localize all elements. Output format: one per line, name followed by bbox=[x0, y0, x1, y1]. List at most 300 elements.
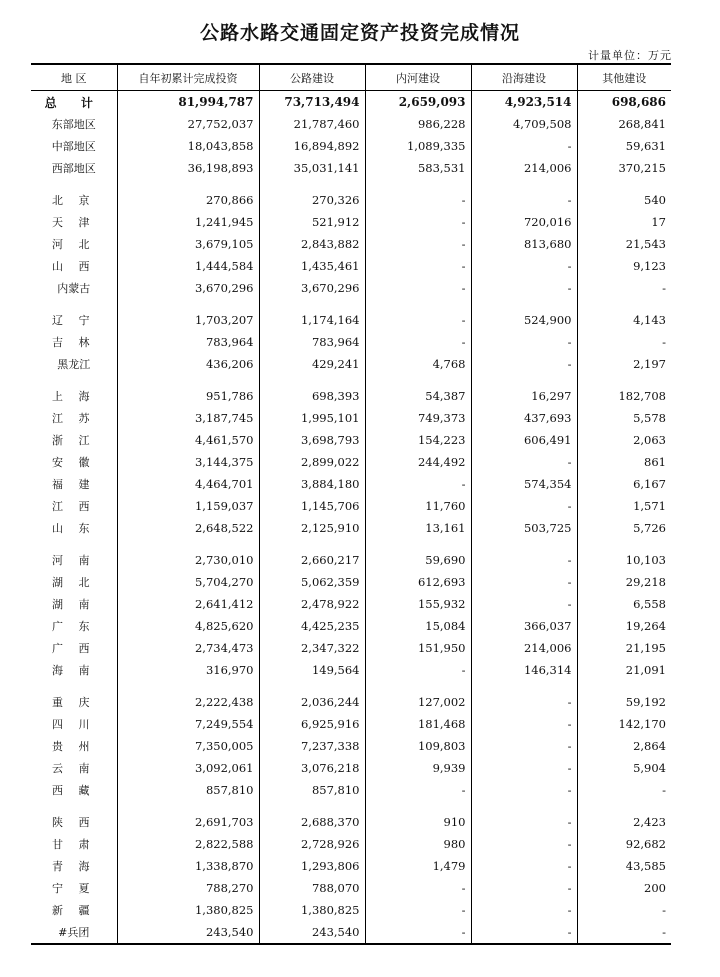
region-name: 江 苏 bbox=[52, 412, 96, 425]
value-other: 2,197 bbox=[577, 353, 671, 375]
value-inland: 2,659,093 bbox=[365, 91, 471, 114]
value-highway: 1,380,825 bbox=[259, 899, 365, 921]
region-name: 黑龙江 bbox=[57, 358, 91, 371]
value-other: 59,192 bbox=[577, 691, 671, 713]
value-other: 2,423 bbox=[577, 811, 671, 833]
table-row bbox=[31, 331, 671, 353]
value-highway: 788,070 bbox=[259, 877, 365, 899]
table-row bbox=[31, 135, 671, 157]
spacer-cell bbox=[259, 539, 365, 549]
region-name: 湖 南 bbox=[52, 598, 96, 611]
spacer-cell bbox=[365, 801, 471, 811]
value-coastal: 720,016 bbox=[471, 211, 577, 233]
table-row bbox=[31, 277, 671, 299]
region-name: 重 庆 bbox=[52, 696, 96, 709]
region-name: 海 南 bbox=[52, 664, 96, 677]
value-total: 5,704,270 bbox=[117, 571, 259, 593]
table-row bbox=[31, 113, 671, 135]
table-row bbox=[31, 407, 671, 429]
value-total: 36,198,893 bbox=[117, 157, 259, 179]
spacer-cell bbox=[471, 179, 577, 189]
header-highway: 公路建设 bbox=[259, 64, 365, 91]
group-spacer bbox=[31, 299, 671, 309]
table-row bbox=[31, 811, 671, 833]
region-name: 安 徽 bbox=[52, 456, 96, 469]
value-inland: 749,373 bbox=[365, 407, 471, 429]
group-spacer bbox=[31, 681, 671, 691]
value-coastal: 214,006 bbox=[471, 157, 577, 179]
table-row bbox=[31, 735, 671, 757]
region-name: 宁 夏 bbox=[52, 882, 96, 895]
value-inland: 1,479 bbox=[365, 855, 471, 877]
header-other: 其他建设 bbox=[577, 64, 671, 91]
value-total: 243,540 bbox=[117, 921, 259, 944]
value-highway: 521,912 bbox=[259, 211, 365, 233]
value-coastal: 366,037 bbox=[471, 615, 577, 637]
value-other: 142,170 bbox=[577, 713, 671, 735]
value-total: 2,641,412 bbox=[117, 593, 259, 615]
value-coastal: - bbox=[471, 135, 577, 157]
value-highway: 3,670,296 bbox=[259, 277, 365, 299]
value-total: 1,703,207 bbox=[117, 309, 259, 331]
value-highway: 6,925,916 bbox=[259, 713, 365, 735]
investment-table bbox=[31, 63, 671, 945]
value-coastal: - bbox=[471, 855, 577, 877]
value-total: 788,270 bbox=[117, 877, 259, 899]
region-name: 内蒙古 bbox=[57, 282, 91, 295]
value-other: 5,726 bbox=[577, 517, 671, 539]
region-name: 甘 肃 bbox=[52, 838, 96, 851]
header-region: 地 区 bbox=[31, 64, 117, 91]
value-coastal: - bbox=[471, 549, 577, 571]
value-total: 3,092,061 bbox=[117, 757, 259, 779]
group-spacer bbox=[31, 375, 671, 385]
spacer-cell bbox=[577, 375, 671, 385]
region-name: 山 东 bbox=[52, 522, 96, 535]
header-coastal: 沿海建设 bbox=[471, 64, 577, 91]
value-highway: 1,995,101 bbox=[259, 407, 365, 429]
value-inland: 9,939 bbox=[365, 757, 471, 779]
spacer-cell bbox=[31, 375, 117, 385]
region-name: 新 疆 bbox=[52, 904, 96, 917]
table-row bbox=[31, 385, 671, 407]
value-other: 861 bbox=[577, 451, 671, 473]
table-row bbox=[31, 233, 671, 255]
value-coastal: 606,491 bbox=[471, 429, 577, 451]
table-row bbox=[31, 855, 671, 877]
value-coastal: 524,900 bbox=[471, 309, 577, 331]
value-inland: - bbox=[365, 921, 471, 944]
page-title: 公路水路交通固定资产投资完成情况 bbox=[199, 22, 520, 44]
spacer-cell bbox=[365, 681, 471, 691]
spacer-cell bbox=[577, 179, 671, 189]
table-row bbox=[31, 779, 671, 801]
value-other: 2,864 bbox=[577, 735, 671, 757]
value-coastal: - bbox=[471, 691, 577, 713]
value-coastal: - bbox=[471, 833, 577, 855]
table-row bbox=[31, 921, 671, 944]
value-coastal: - bbox=[471, 921, 577, 944]
value-highway: 16,894,892 bbox=[259, 135, 365, 157]
spacer-cell bbox=[577, 801, 671, 811]
table-row bbox=[31, 549, 671, 571]
region-name: 辽 宁 bbox=[52, 314, 96, 327]
table-row bbox=[31, 309, 671, 331]
value-other: 6,167 bbox=[577, 473, 671, 495]
region-name: 山 西 bbox=[52, 260, 96, 273]
value-total: 2,734,473 bbox=[117, 637, 259, 659]
header-total-investment: 自年初累计完成投资 bbox=[117, 64, 259, 91]
value-total: 4,461,570 bbox=[117, 429, 259, 451]
table-row bbox=[31, 451, 671, 473]
value-inland: 151,950 bbox=[365, 637, 471, 659]
spacer-cell bbox=[259, 681, 365, 691]
value-inland: 612,693 bbox=[365, 571, 471, 593]
value-coastal: - bbox=[471, 713, 577, 735]
value-total: 3,187,745 bbox=[117, 407, 259, 429]
spacer-cell bbox=[117, 539, 259, 549]
value-highway: 270,326 bbox=[259, 189, 365, 211]
region-name: 湖 北 bbox=[52, 576, 96, 589]
table-row bbox=[31, 495, 671, 517]
value-other: 182,708 bbox=[577, 385, 671, 407]
value-highway: 2,843,882 bbox=[259, 233, 365, 255]
spacer-cell bbox=[259, 375, 365, 385]
region-name: 陕 西 bbox=[52, 816, 96, 829]
value-total: 1,338,870 bbox=[117, 855, 259, 877]
value-other: - bbox=[577, 779, 671, 801]
value-inland: - bbox=[365, 277, 471, 299]
value-inland: - bbox=[365, 189, 471, 211]
spacer-cell bbox=[471, 801, 577, 811]
value-highway: 1,435,461 bbox=[259, 255, 365, 277]
value-inland: 986,228 bbox=[365, 113, 471, 135]
spacer-cell bbox=[117, 299, 259, 309]
spacer-cell bbox=[31, 539, 117, 549]
value-other: 43,585 bbox=[577, 855, 671, 877]
value-total: 2,222,438 bbox=[117, 691, 259, 713]
value-coastal: 4,923,514 bbox=[471, 91, 577, 114]
value-total: 2,822,588 bbox=[117, 833, 259, 855]
value-total: 7,350,005 bbox=[117, 735, 259, 757]
value-other: 10,103 bbox=[577, 549, 671, 571]
value-coastal: 214,006 bbox=[471, 637, 577, 659]
value-inland: - bbox=[365, 233, 471, 255]
value-total: 1,380,825 bbox=[117, 899, 259, 921]
value-other: 9,123 bbox=[577, 255, 671, 277]
value-highway: 2,728,926 bbox=[259, 833, 365, 855]
value-highway: 21,787,460 bbox=[259, 113, 365, 135]
spacer-cell bbox=[31, 681, 117, 691]
value-coastal: - bbox=[471, 189, 577, 211]
region-name: #兵团 bbox=[31, 921, 117, 944]
value-highway: 1,293,806 bbox=[259, 855, 365, 877]
value-total: 3,670,296 bbox=[117, 277, 259, 299]
value-inland: - bbox=[365, 779, 471, 801]
value-coastal: 4,709,508 bbox=[471, 113, 577, 135]
region-name: 吉 林 bbox=[52, 336, 96, 349]
value-inland: 1,089,335 bbox=[365, 135, 471, 157]
table-row bbox=[31, 691, 671, 713]
value-other: 2,063 bbox=[577, 429, 671, 451]
value-other: 19,264 bbox=[577, 615, 671, 637]
value-coastal: - bbox=[471, 757, 577, 779]
table-row bbox=[31, 255, 671, 277]
value-other: 4,143 bbox=[577, 309, 671, 331]
table-row bbox=[31, 757, 671, 779]
spacer-cell bbox=[117, 375, 259, 385]
value-coastal: - bbox=[471, 779, 577, 801]
value-highway: 7,237,338 bbox=[259, 735, 365, 757]
spacer-cell bbox=[117, 179, 259, 189]
region-name: 东部地区 bbox=[51, 118, 96, 131]
value-coastal: 437,693 bbox=[471, 407, 577, 429]
region-name: 中部地区 bbox=[51, 140, 96, 153]
table-row bbox=[31, 571, 671, 593]
table-row bbox=[31, 473, 671, 495]
value-inland: 583,531 bbox=[365, 157, 471, 179]
value-total: 436,206 bbox=[117, 353, 259, 375]
table-row bbox=[31, 713, 671, 735]
value-total: 1,444,584 bbox=[117, 255, 259, 277]
value-coastal: - bbox=[471, 331, 577, 353]
table-row bbox=[31, 899, 671, 921]
spacer-cell bbox=[117, 681, 259, 691]
value-highway: 3,698,793 bbox=[259, 429, 365, 451]
group-spacer bbox=[31, 539, 671, 549]
value-highway: 429,241 bbox=[259, 353, 365, 375]
value-highway: 2,125,910 bbox=[259, 517, 365, 539]
value-inland: 181,468 bbox=[365, 713, 471, 735]
region-name: 贵 州 bbox=[52, 740, 96, 753]
value-highway: 1,174,164 bbox=[259, 309, 365, 331]
table-body bbox=[31, 91, 671, 945]
value-coastal: - bbox=[471, 353, 577, 375]
value-total: 4,464,701 bbox=[117, 473, 259, 495]
spacer-cell bbox=[365, 299, 471, 309]
table-row bbox=[31, 429, 671, 451]
value-coastal: - bbox=[471, 735, 577, 757]
value-inland: 910 bbox=[365, 811, 471, 833]
region-name: 浙 江 bbox=[52, 434, 96, 447]
value-coastal: - bbox=[471, 277, 577, 299]
value-coastal: - bbox=[471, 255, 577, 277]
spacer-cell bbox=[577, 299, 671, 309]
value-total: 783,964 bbox=[117, 331, 259, 353]
value-highway: 3,884,180 bbox=[259, 473, 365, 495]
value-inland: 980 bbox=[365, 833, 471, 855]
region-name: 广 东 bbox=[52, 620, 96, 633]
value-highway: 2,660,217 bbox=[259, 549, 365, 571]
region-name: 云 南 bbox=[52, 762, 96, 775]
table-row bbox=[31, 877, 671, 899]
table-row bbox=[31, 593, 671, 615]
value-total: 18,043,858 bbox=[117, 135, 259, 157]
value-other: 268,841 bbox=[577, 113, 671, 135]
value-highway: 783,964 bbox=[259, 331, 365, 353]
value-inland: - bbox=[365, 899, 471, 921]
region-name: 天 津 bbox=[52, 216, 96, 229]
value-inland: - bbox=[365, 255, 471, 277]
spacer-cell bbox=[259, 801, 365, 811]
value-inland: - bbox=[365, 331, 471, 353]
value-coastal: - bbox=[471, 593, 577, 615]
value-highway: 5,062,359 bbox=[259, 571, 365, 593]
value-total: 270,866 bbox=[117, 189, 259, 211]
region-name: 广 西 bbox=[52, 642, 96, 655]
value-coastal: - bbox=[471, 811, 577, 833]
value-inland: 11,760 bbox=[365, 495, 471, 517]
table-row bbox=[31, 189, 671, 211]
value-highway: 3,076,218 bbox=[259, 757, 365, 779]
region-name: 西 藏 bbox=[52, 784, 96, 797]
group-spacer bbox=[31, 179, 671, 189]
value-other: 5,578 bbox=[577, 407, 671, 429]
value-other: 200 bbox=[577, 877, 671, 899]
value-total: 1,159,037 bbox=[117, 495, 259, 517]
table-row bbox=[31, 157, 671, 179]
value-coastal: - bbox=[471, 899, 577, 921]
value-total: 7,249,554 bbox=[117, 713, 259, 735]
value-inland: - bbox=[365, 211, 471, 233]
value-other: 29,218 bbox=[577, 571, 671, 593]
value-total: 857,810 bbox=[117, 779, 259, 801]
value-inland: - bbox=[365, 473, 471, 495]
value-coastal: - bbox=[471, 451, 577, 473]
value-total: 2,691,703 bbox=[117, 811, 259, 833]
table-row bbox=[31, 353, 671, 375]
unit-label: 计量单位：万元 bbox=[588, 49, 672, 62]
value-inland: - bbox=[365, 309, 471, 331]
spacer-cell bbox=[259, 179, 365, 189]
value-other: 540 bbox=[577, 189, 671, 211]
value-other: - bbox=[577, 899, 671, 921]
value-other: - bbox=[577, 331, 671, 353]
value-inland: 155,932 bbox=[365, 593, 471, 615]
value-highway: 857,810 bbox=[259, 779, 365, 801]
table-row bbox=[31, 615, 671, 637]
value-inland: 127,002 bbox=[365, 691, 471, 713]
table-row bbox=[31, 517, 671, 539]
region-name: 西部地区 bbox=[51, 162, 96, 175]
value-highway: 4,425,235 bbox=[259, 615, 365, 637]
value-total: 1,241,945 bbox=[117, 211, 259, 233]
value-other: 21,543 bbox=[577, 233, 671, 255]
region-name: 青 海 bbox=[52, 860, 96, 873]
region-name: 总 计 bbox=[44, 95, 103, 110]
value-highway: 698,393 bbox=[259, 385, 365, 407]
spacer-cell bbox=[365, 375, 471, 385]
header-inland-waterway: 内河建设 bbox=[365, 64, 471, 91]
value-inland: 13,161 bbox=[365, 517, 471, 539]
value-highway: 1,145,706 bbox=[259, 495, 365, 517]
value-highway: 149,564 bbox=[259, 659, 365, 681]
value-total: 27,752,037 bbox=[117, 113, 259, 135]
value-highway: 35,031,141 bbox=[259, 157, 365, 179]
value-other: 5,904 bbox=[577, 757, 671, 779]
table-row bbox=[31, 211, 671, 233]
spacer-cell bbox=[471, 681, 577, 691]
value-other: 21,091 bbox=[577, 659, 671, 681]
value-total: 81,994,787 bbox=[117, 91, 259, 114]
value-coastal: - bbox=[471, 495, 577, 517]
spacer-cell bbox=[365, 539, 471, 549]
value-inland: 59,690 bbox=[365, 549, 471, 571]
value-inland: - bbox=[365, 659, 471, 681]
spacer-cell bbox=[117, 801, 259, 811]
value-other: 59,631 bbox=[577, 135, 671, 157]
value-inland: 15,084 bbox=[365, 615, 471, 637]
spacer-cell bbox=[471, 299, 577, 309]
region-name: 河 南 bbox=[52, 554, 96, 567]
table-header-row bbox=[31, 64, 671, 91]
value-inland: - bbox=[365, 877, 471, 899]
value-inland: 4,768 bbox=[365, 353, 471, 375]
value-coastal: 503,725 bbox=[471, 517, 577, 539]
value-other: 6,558 bbox=[577, 593, 671, 615]
value-highway: 2,478,922 bbox=[259, 593, 365, 615]
value-highway: 73,713,494 bbox=[259, 91, 365, 114]
value-coastal: 813,680 bbox=[471, 233, 577, 255]
spacer-cell bbox=[471, 375, 577, 385]
spacer-cell bbox=[365, 179, 471, 189]
value-total: 2,648,522 bbox=[117, 517, 259, 539]
value-other: 370,215 bbox=[577, 157, 671, 179]
value-other: 21,195 bbox=[577, 637, 671, 659]
value-total: 3,144,375 bbox=[117, 451, 259, 473]
spacer-cell bbox=[31, 801, 117, 811]
value-coastal: - bbox=[471, 571, 577, 593]
table-row bbox=[31, 659, 671, 681]
value-other: 698,686 bbox=[577, 91, 671, 114]
value-total: 3,679,105 bbox=[117, 233, 259, 255]
value-highway: 2,688,370 bbox=[259, 811, 365, 833]
value-inland: 109,803 bbox=[365, 735, 471, 757]
region-name: 北 京 bbox=[52, 194, 96, 207]
table-row bbox=[31, 833, 671, 855]
spacer-cell bbox=[31, 179, 117, 189]
value-inland: 54,387 bbox=[365, 385, 471, 407]
spacer-cell bbox=[577, 539, 671, 549]
value-coastal: 574,354 bbox=[471, 473, 577, 495]
value-coastal: 146,314 bbox=[471, 659, 577, 681]
region-name: 四 川 bbox=[52, 718, 96, 731]
spacer-cell bbox=[471, 539, 577, 549]
value-other: - bbox=[577, 277, 671, 299]
table-row-total bbox=[31, 91, 671, 114]
value-other: 17 bbox=[577, 211, 671, 233]
value-coastal: 16,297 bbox=[471, 385, 577, 407]
spacer-cell bbox=[577, 681, 671, 691]
value-highway: 243,540 bbox=[259, 921, 365, 944]
value-coastal: - bbox=[471, 877, 577, 899]
region-name: 福 建 bbox=[52, 478, 96, 491]
value-total: 4,825,620 bbox=[117, 615, 259, 637]
value-other: 92,682 bbox=[577, 833, 671, 855]
table-row bbox=[31, 637, 671, 659]
value-inland: 154,223 bbox=[365, 429, 471, 451]
value-inland: 244,492 bbox=[365, 451, 471, 473]
region-name: 上 海 bbox=[52, 390, 96, 403]
region-name: 江 西 bbox=[52, 500, 96, 513]
value-total: 316,970 bbox=[117, 659, 259, 681]
value-highway: 2,347,322 bbox=[259, 637, 365, 659]
value-other: 1,571 bbox=[577, 495, 671, 517]
region-name: 河 北 bbox=[52, 238, 96, 251]
value-total: 2,730,010 bbox=[117, 549, 259, 571]
value-highway: 2,899,022 bbox=[259, 451, 365, 473]
value-other: - bbox=[577, 921, 671, 944]
